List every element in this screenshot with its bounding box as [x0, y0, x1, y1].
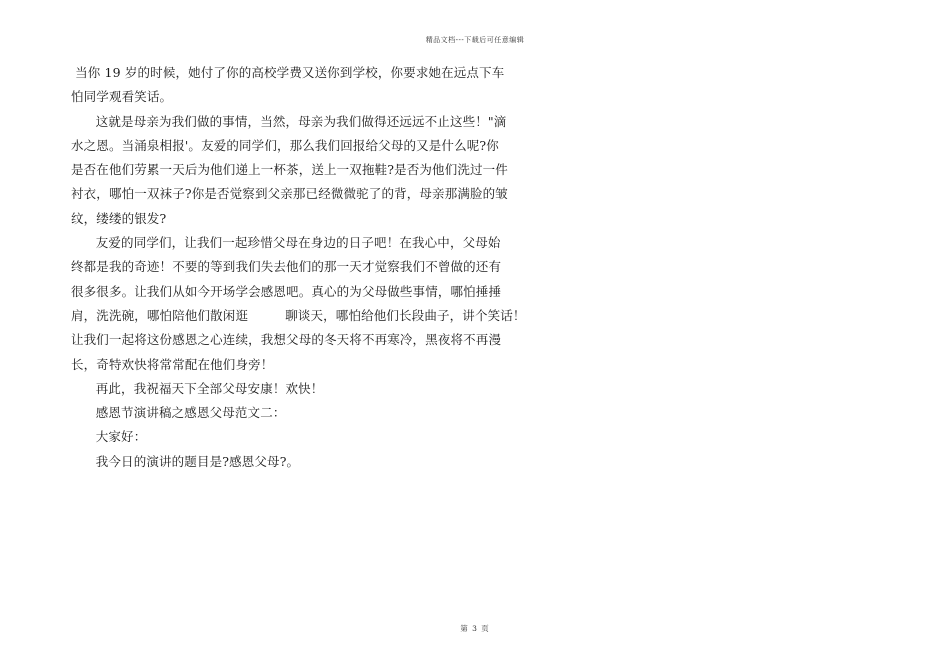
page-header: 精品文档---下载后可任意编辑	[425, 36, 525, 44]
text-line: 肩，洗洗碗，哪怕陪他们散闲逛 聊谈天，哪怕给他们长段曲子，讲个笑话！	[71, 307, 526, 323]
text-line: 友爱的同学们，让我们一起珍惜父母在身边的日子吧！在我心中，父母始	[71, 235, 501, 251]
text-line: 大家好：	[71, 429, 147, 445]
text-line: 纹，缕缕的银发?	[71, 210, 167, 226]
text-line: 感恩节演讲稿之感恩父母范文二：	[71, 405, 286, 421]
text-line: 当你 19 岁的时候，她付了你的高校学费又送你到学校，你要求她在远点下车	[71, 65, 505, 80]
text-line: 水之恩。当涌泉相报'。友爱的同学们，那么我们回报给父母的又是什么呢?你	[71, 137, 499, 153]
document-body	[71, 61, 526, 474]
text-line: 怕同学观看笑话。	[71, 89, 173, 105]
text-line: 很多很多。让我们从如今开场学会感恩吧。真心的为父母做些事情，哪怕捶捶	[71, 283, 502, 299]
text-line: 再此，我祝福天下全部父母安康！欢快！	[71, 380, 324, 396]
text-line: 衬衣，哪怕一双袜子?你是否觉察到父亲那已经微微驼了的背，母亲那满脸的皱	[71, 186, 508, 202]
text-line: 是否在他们劳累一天后为他们递上一杯茶，送上一双拖鞋?是否为他们洗过一件	[71, 162, 508, 178]
text-line: 这就是母亲为我们做的事情，当然，母亲为我们做得还远远不止这些！"滴	[71, 113, 507, 129]
text-line: 终都是我的奇迹！不要的等到我们失去他们的那一天才觉察我们不曾做的还有	[71, 259, 502, 275]
text-line: 我今日的演讲的题目是?感恩父母?。	[71, 453, 300, 469]
page-number: 第 3 页	[460, 624, 490, 633]
text-line: 长，奇特欢快将常常配在他们身旁！	[71, 356, 274, 372]
text-line: 让我们一起将这份感恩之心连续，我想父母的冬天将不再寒冷，黑夜将不再漫	[71, 332, 502, 348]
